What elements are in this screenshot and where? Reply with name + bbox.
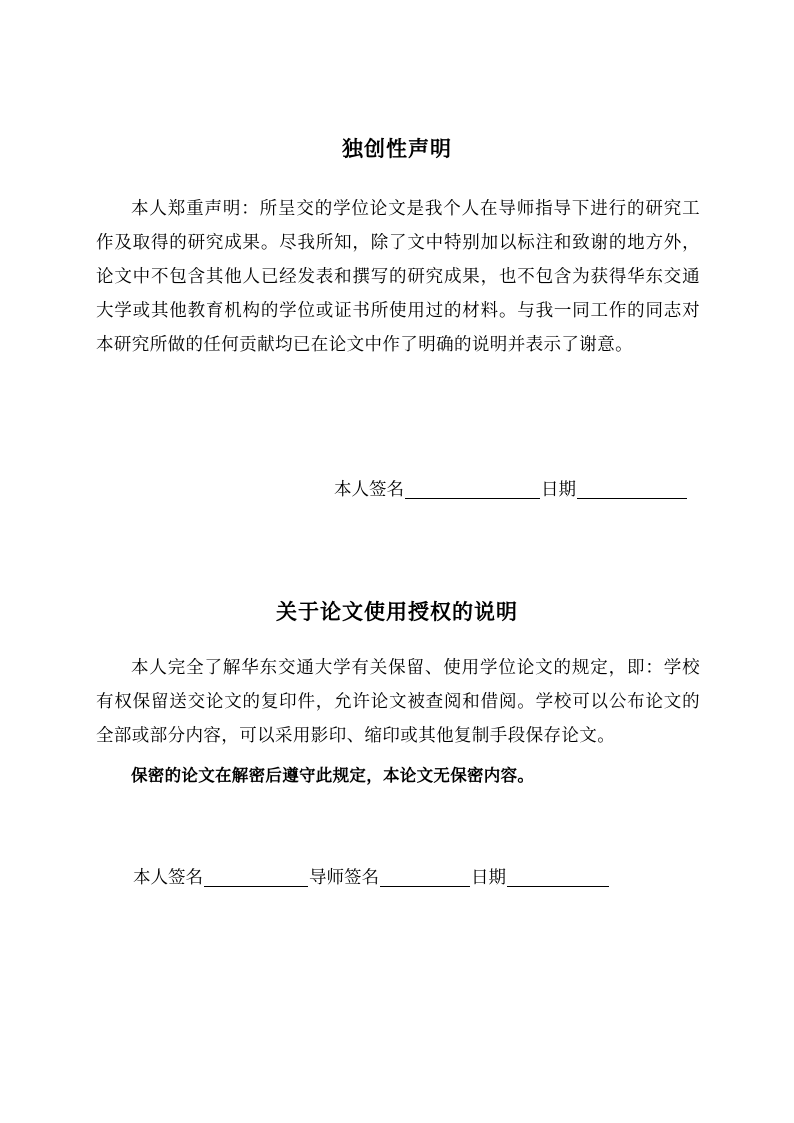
- author-signature-label: 本人签名: [334, 480, 404, 500]
- declaration-title: 独创性声明: [342, 137, 452, 161]
- authorization-signature-row: [133, 866, 610, 890]
- authorization-title: 关于论文使用授权的说明: [276, 600, 518, 624]
- confidential-note: 保密的论文在解密后遵守此规定，本论文无保密内容。: [131, 766, 535, 785]
- author-signature-line[interactable]: [204, 868, 308, 887]
- declaration-signature-row: [334, 478, 688, 502]
- supervisor-signature-line[interactable]: [380, 868, 470, 887]
- date-label: 日期: [471, 868, 506, 888]
- author-signature-label: 本人签名: [133, 868, 203, 888]
- supervisor-signature-label: 导师签名: [309, 868, 379, 888]
- date-label: 日期: [541, 480, 576, 500]
- authorization-body: 本人完全了解华东交通大学有关保留、使用学位论文的规定，即：学校有权保留送交论文的复印件，允许论文被查阅和借阅。学校可以公布论文的全部或部分内容，可以采用影印、缩印或其他复制手段保存论文。: [96, 658, 700, 746]
- declaration-body: 本人郑重声明：所呈交的学位论文是我个人在导师指导下进行的研究工作及取得的研究成果。尽我所知，除了文中特别加以标注和致谢的地方外，论文中不包含其他人已经发表和撰写的研究成果，也不包含为获得华东交通大学或其他教育机构的学位或证书所使用过的材料。与我一同工作的同志对本研究所做的任何贡献均已在论文中作了明确的说明并表示了谢意。: [96, 199, 700, 355]
- author-signature-line[interactable]: [405, 480, 540, 499]
- date-line[interactable]: [507, 868, 609, 887]
- date-line[interactable]: [577, 480, 687, 499]
